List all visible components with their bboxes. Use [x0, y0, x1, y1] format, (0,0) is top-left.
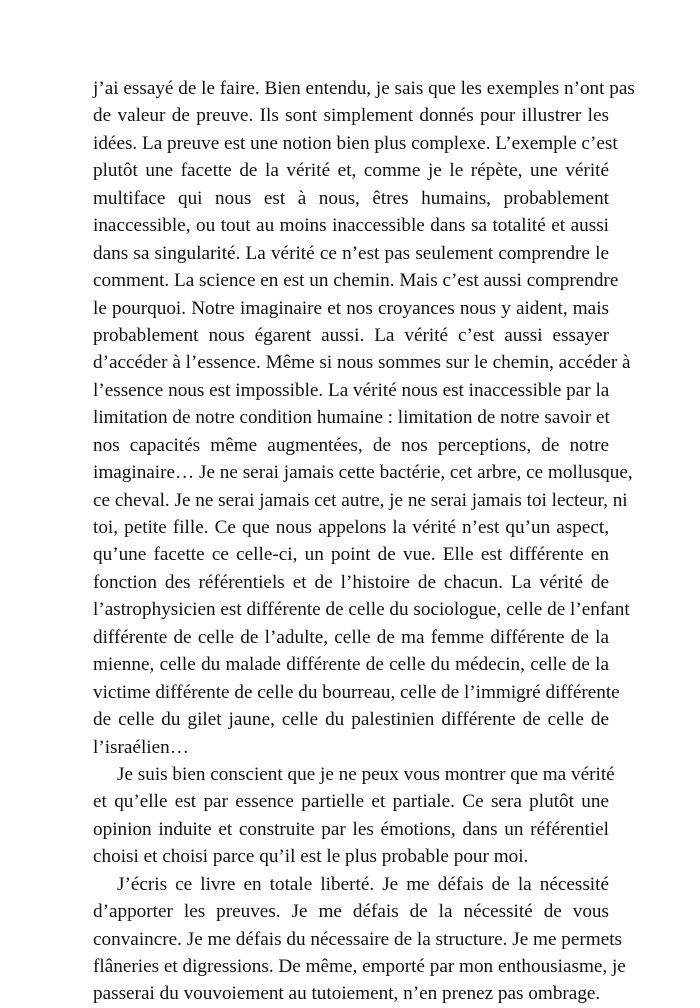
text-line: ce cheval. Je ne serai jamais cet autre, je ne serai jamais toi lecteur, ni — [93, 489, 628, 511]
paragraph-1 — [93, 75, 635, 761]
text-line: Je suis bien conscient que je ne peux vous montrer que ma vérité — [117, 763, 615, 785]
text-line: nos capacités même augmentées, de nos perceptions, de notre — [93, 434, 609, 456]
text-line: de valeur de preuve. Ils sont simplement donnés pour illustrer les — [93, 105, 609, 127]
text-line: victime différente de celle du bourreau, celle de l’immigré différente — [93, 681, 620, 703]
text-line: flâneries et digressions. De même, emporté par mon enthousiasme, je — [93, 956, 626, 977]
text-line: dans sa singularité. La vérité ce n’est pas seulement comprendre le — [93, 242, 609, 264]
text-line: l’essence nous est impossible. La vérité nous est inaccessible par la — [93, 379, 610, 401]
text-line: limitation de notre condition humaine : limitation de notre savoir et — [93, 407, 610, 429]
text-line: convaincre. Je me défais du nécessaire de la structure. Je me permets — [93, 928, 623, 950]
text-line: et qu’elle est par essence partielle et partiale. Ce sera plutôt une — [93, 791, 609, 813]
text-line: multiface qui nous est à nous, êtres humains, probablement — [93, 187, 609, 209]
paragraph-3 — [93, 871, 626, 1008]
text-line: d’accéder à l’essence. Même si nous sommes sur le chemin, accéder à — [93, 352, 631, 374]
text-line: opinion induite et construite par les émotions, dans un référentiel — [93, 818, 609, 840]
text-line: de celle du gilet jaune, celle du palestinien différente de celle de — [93, 709, 609, 731]
text-line: d’apporter les preuves. Je me défais de la nécessité de vous — [93, 901, 609, 923]
text-line: le pourquoi. Notre imaginaire et nos croyances nous y aident, mais — [93, 297, 609, 319]
text-line: fonction des référentiels et de l’histoire de chacun. La vérité de — [93, 571, 609, 593]
text-line: comment. La science en est un chemin. Mais c’est aussi comprendre — [93, 270, 619, 292]
text-line: qu’une facette ce celle-ci, un point de vue. Elle est différente en — [93, 544, 609, 566]
paragraph-2 — [93, 761, 615, 871]
body-text — [93, 75, 635, 1008]
text-line: j’ai essayé de le faire. Bien entendu, je sais que les exemples n’ont pas — [93, 78, 635, 99]
text-line: l’astrophysicien est différente de celle du sociologue, celle de l’enfant — [93, 599, 630, 621]
text-line: plutôt une facette de la vérité et, comme je le répète, une vérité — [93, 160, 609, 182]
text-line: probablement nous égarent aussi. La vérité c’est aussi essayer — [93, 324, 609, 346]
text-line: l’israélien… — [93, 736, 189, 758]
text-line: inaccessible, ou tout au moins inaccessible dans sa totalité et aussi — [93, 215, 609, 237]
text-line: toi, petite fille. Ce que nous appelons la vérité n’est qu’un aspect, — [93, 517, 609, 538]
text-line: choisi et choisi parce qu’il est le plus probable pour moi. — [93, 846, 529, 868]
text-line: mienne, celle du malade différente de celle du médecin, celle de la — [93, 654, 609, 676]
text-line: J’écris ce livre en totale liberté. Je me défais de la nécessité — [117, 873, 609, 895]
text-line: idées. La preuve est une notion bien plus complexe. L’exemple c’est — [93, 132, 618, 154]
text-line: différente de celle de l’adulte, celle de ma femme différente de la — [93, 626, 609, 648]
text-line: passerai du vouvoiement au tutoiement, n’en prenez pas ombrage. — [93, 983, 601, 1005]
text-line: imaginaire… Je ne serai jamais cette bactérie, cet arbre, ce mollusque, — [93, 462, 633, 484]
